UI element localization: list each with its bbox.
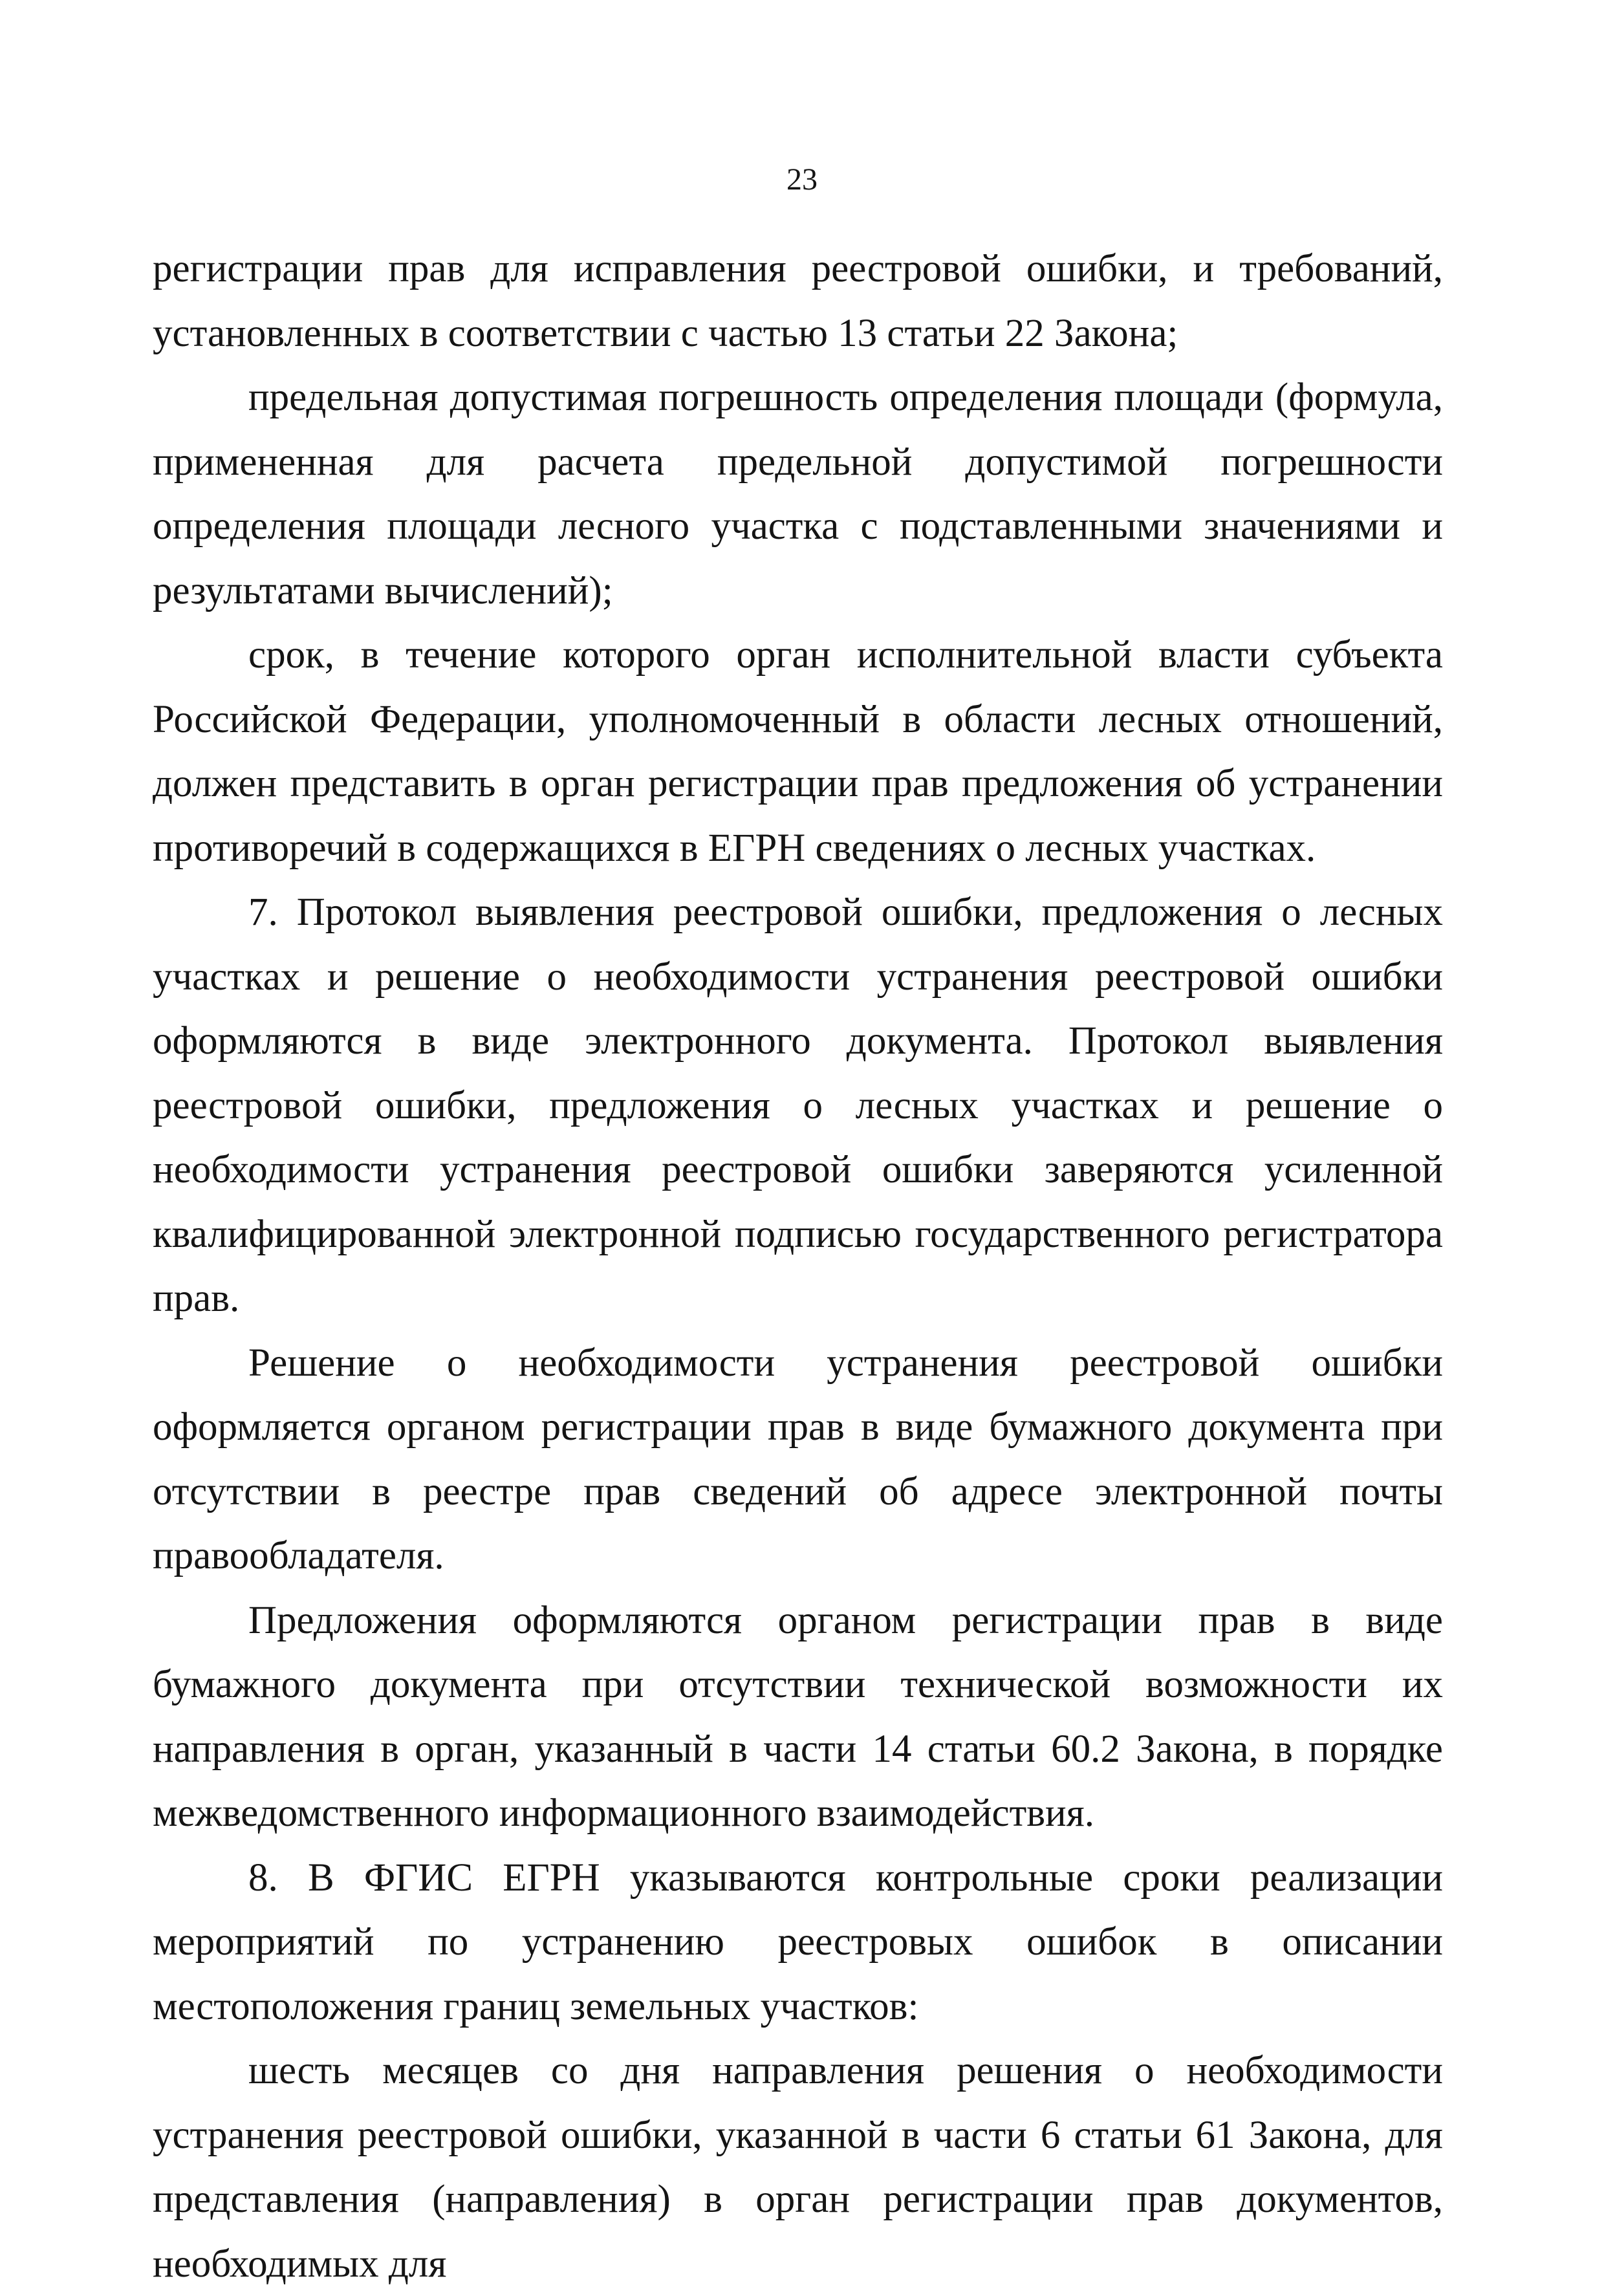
paragraph-item-7-protocol: 7. Протокол выявления реестровой ошибки, предложения о лесных участках и решение о необходимости устранения реестровой ошибки оформляются в виде электронного документа. Протокол выявления реестровой ошибки, предложения о лесных участках и решение о необходимости устранения реестровой ошибки заверяются усиленной квалифицированной электронной подписью государственного регистратора прав.	[153, 891, 1443, 1320]
paragraph-six-months: шесть месяцев со дня направления решения о необходимости устранения реестровой ошибки, указанной в части 6 статьи 61 Закона, для представления (направления) в орган регистрации прав документов, необходимых для	[153, 2049, 1443, 2286]
paragraph-area-tolerance: предельная допустимая погрешность определения площади (формула, примененная для расчета предельной допустимой погрешности определения площади лесного участка с подставленными значениями и результатами вычислений);	[153, 376, 1443, 612]
paragraph-continuation: регистрации прав для исправления реестровой ошибки, и требований, установленных в соответствии с частью 13 статьи 22 Закона;	[153, 247, 1443, 355]
paragraph-deadline-forest-authority: срок, в течение которого орган исполнительной власти субъекта Российской Федерации, уполномоченный в области лесных отношений, должен представить в орган регистрации прав предложения об устранении противоречий в содержащихся в ЕГРН сведениях о лесных участках.	[153, 633, 1443, 870]
document-body	[153, 237, 1443, 2296]
paragraph-item-8-deadlines: 8. В ФГИС ЕГРН указываются контрольные сроки реализации мероприятий по устранению реестровых ошибок в описании местоположения границ земельных участков:	[153, 1856, 1443, 2028]
page-number: 23	[786, 162, 818, 197]
paragraph-paper-proposals: Предложения оформляются органом регистрации прав в виде бумажного документа при отсутствии технической возможности их направления в орган, указанный в части 14 статьи 60.2 Закона, в порядке межведомственного информационного взаимодействия.	[153, 1598, 1443, 1835]
paragraph-paper-decision: Решение о необходимости устранения реестровой ошибки оформляется органом регистрации прав в виде бумажного документа при отсутствии в реестре прав сведений об адресе электронной почты правообладателя.	[153, 1341, 1443, 1577]
